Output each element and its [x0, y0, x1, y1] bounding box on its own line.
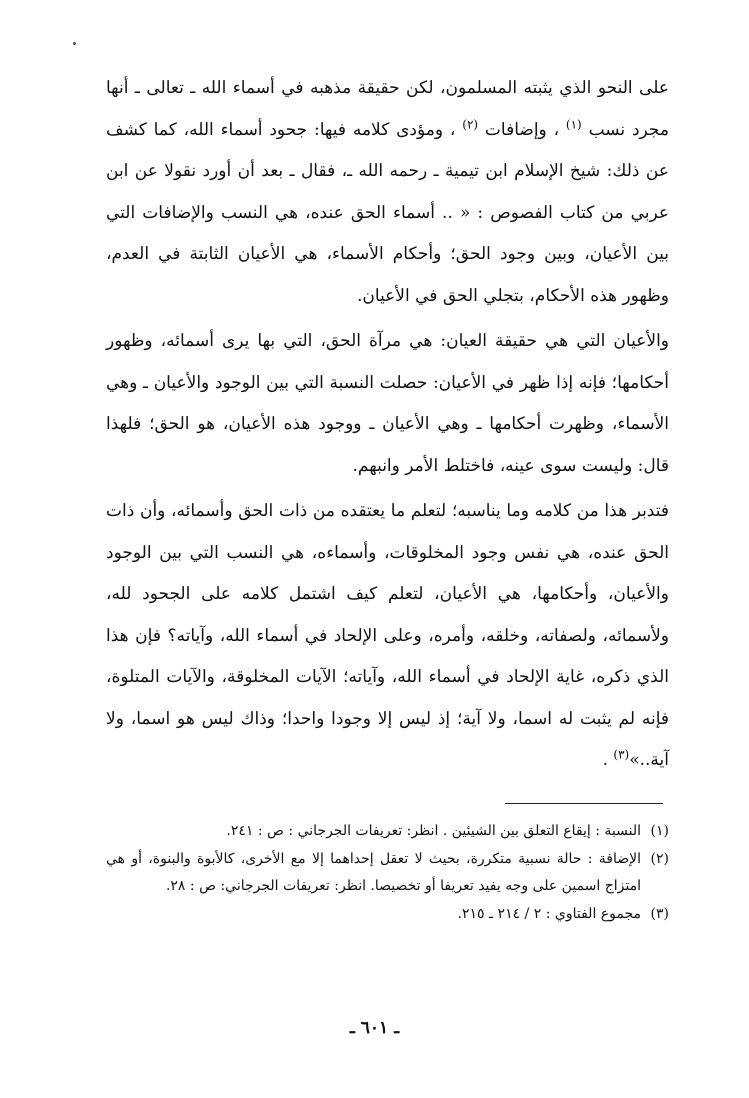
paragraph-2 — [106, 321, 669, 487]
footnote-1-number: (١) — [650, 823, 669, 839]
paragraph-1-text3: ، ومؤدى كلامه فيها: جحود أسماء الله، كما كشف عن ذلك: شيخ الإسلام ابن تيمية ـ رحمه الله ـ، فقال ـ بعد أن أورد نقولا عن ابن عربي من كتاب الفصوص : « .. أسماء الحق عنده، هي النسب والإضافات التي بين الأعيان، وبين وجود الحق؛ وأحكام الأسماء، هي الأعيان الثابتة في العدم، وظهور هذه الأحكام، بتجلي الحق في الأعيان. — [106, 119, 669, 306]
main-text — [106, 68, 669, 782]
page-number: ـ ٦٠١ ـ — [349, 1018, 400, 1038]
footnote-1 — [106, 818, 669, 846]
footnote-ref-2: (٢) — [462, 116, 479, 131]
footnote-1-text: النسبة : إيقاع التعلق بين الشيئين . انظر: تعريفات الجرجاني : ص : ٢٤١. — [226, 823, 641, 839]
paragraph-3-tail: . — [602, 750, 608, 770]
footnote-3-text: مجموع الفتاوي : ٢ / ٢١٤ ـ ٢١٥. — [457, 905, 641, 922]
footnote-2-number: (٢) — [650, 850, 669, 867]
paragraph-1-text: على النحو الذي يثبته المسلمون، لكن حقيقة مذهبه في أسماء الله ـ تعالى ـ أنها مجرد نسب — [106, 78, 670, 140]
paragraph-2-text: والأعيان التي هي حقيقة العيان: هي مرآة الحق، التي بها يرى أسمائه، وظهور أحكامها؛ فإنه إذا ظهر في الأعيان: حصلت النسبة التي بين الوجود والأعيان ـ وهي الأسماء، وظهرت أحكامها ـ وهي الأعيان ـ ووجود هذه الأعيان، هو الحق؛ فلهذا قال: وليست سوى عينه، فاختلط الأمر وانبهم. — [106, 331, 669, 476]
footnote-2-text: الإضافة : حالة نسبية متكررة، بحيث لا تعقل إحداهما إلا مع الأخرى، كالأبوة والبنوة، أو هي امتزاج اسمين على وجه يفيد تعريفا أو تخصيصا. انظر: تعريفات الجرجاني: ص : ٢٨. — [106, 850, 641, 894]
footnote-2 — [106, 846, 669, 901]
paragraph-1 — [106, 68, 669, 317]
scan-speck — [73, 42, 76, 45]
footnote-3 — [106, 901, 669, 929]
paragraph-1-text2: ، وإضافات — [484, 119, 560, 140]
footnote-ref-1: (١) — [565, 116, 582, 131]
footnote-ref-3: (٣) — [613, 747, 630, 762]
paragraph-3-text: فتدبر هذا من كلامه وما يناسبه؛ لتعلم ما يعتقده من ذات الحق وأسمائه، وأن ذات الحق عنده، هي نفس وجود المخلوقات، وأسماءه، هي النسب التي بين الوجود والأعيان، وأحكامها، هي الأعيان، لتعلم كيف اشتمل كلامه على الجحود لله، ولأسمائه، ولصفاته، وخلقه، وأمره، وعلى الإلحاد في أسماء الله، وآياته؟ فإن هذا الذي ذكره، غاية الإلحاد في أسماء الله، وآياته؛ الآيات المخلوقة، والآيات المتلوة، فإنه لم يثبت له اسما، ولا آية؛ إذ ليس إلا وجودا واحدا؛ وذاك ليس هو اسما، ولا آية..» — [106, 501, 669, 770]
paragraph-3 — [106, 491, 669, 782]
footnotes — [106, 818, 669, 928]
footnote-3-number: (٣) — [650, 905, 669, 922]
footnote-divider — [505, 803, 663, 804]
